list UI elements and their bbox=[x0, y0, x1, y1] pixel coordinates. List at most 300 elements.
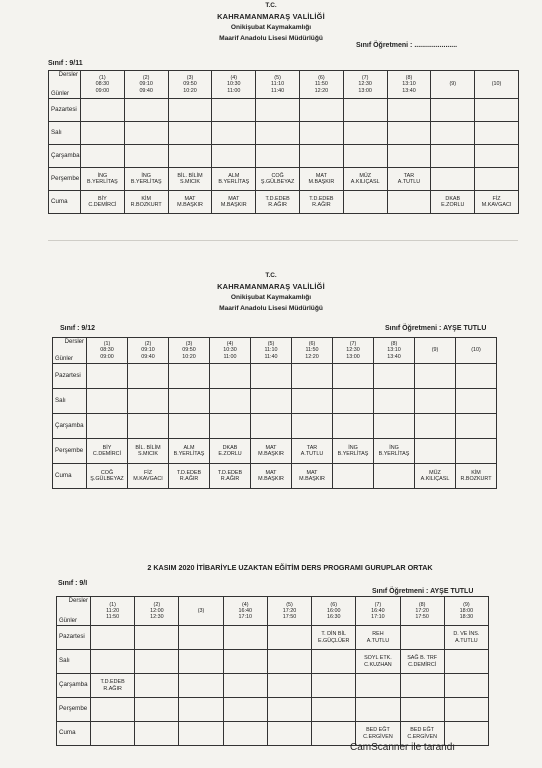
lesson-text: MÜZ A.KILIÇASL bbox=[420, 469, 450, 482]
lesson-text: MAT M.BAŞKIR bbox=[177, 195, 203, 208]
slot-number: (9) bbox=[449, 81, 457, 88]
day-name: Salı bbox=[49, 122, 81, 145]
dersler-label: Dersler bbox=[64, 339, 84, 345]
slot-time: 12:30 13:00 bbox=[358, 81, 372, 94]
slot-number: (3) bbox=[186, 75, 194, 82]
lesson-cell bbox=[387, 168, 431, 191]
lesson-cell bbox=[475, 191, 519, 214]
lesson-cell bbox=[356, 626, 400, 650]
lesson-cell bbox=[124, 145, 168, 168]
day-name: Perşembe bbox=[49, 168, 81, 191]
lesson-text: REH A.TUTLU bbox=[366, 631, 390, 644]
lesson-cell bbox=[135, 626, 179, 650]
lesson-cell bbox=[91, 626, 135, 650]
timetable-9-11 bbox=[48, 70, 519, 214]
dersler-label: Dersler bbox=[58, 72, 78, 78]
day-name: Salı bbox=[57, 650, 91, 674]
lesson-text: D. VE İNS. A.TUTLU bbox=[453, 631, 480, 644]
lesson-cell bbox=[387, 122, 431, 145]
lesson-text: T. DİN BİL E.GÜÇLÜER bbox=[317, 631, 350, 644]
lesson-cell bbox=[312, 698, 356, 722]
header-row bbox=[53, 338, 497, 364]
slot-number: (8) bbox=[390, 341, 398, 348]
lesson-text: KİM R.BOZKURT bbox=[130, 195, 162, 208]
lesson-cell bbox=[475, 168, 519, 191]
lesson-cell bbox=[223, 626, 267, 650]
slot-header bbox=[333, 338, 374, 364]
gunler-label: Günler bbox=[59, 617, 78, 624]
lesson-cell bbox=[374, 414, 415, 439]
slot-time: 10:30 11:00 bbox=[227, 81, 241, 94]
lesson-cell bbox=[91, 650, 135, 674]
lesson-cell bbox=[292, 439, 333, 464]
slot-number: (6) bbox=[308, 341, 316, 348]
header-okul: Maarif Anadolu Lisesi Müdürlüğü bbox=[219, 305, 323, 312]
lesson-cell bbox=[267, 626, 311, 650]
lesson-cell bbox=[81, 168, 125, 191]
lesson-cell bbox=[299, 99, 343, 122]
slot-number: (10) bbox=[491, 81, 502, 88]
lesson-text: MAT M.BAŞKIR bbox=[299, 469, 325, 482]
lesson-cell bbox=[169, 464, 210, 489]
class-teacher-label: Sınıf Öğretmeni : ...................... bbox=[356, 42, 458, 49]
slot-number: (4) bbox=[226, 341, 234, 348]
lesson-cell bbox=[212, 122, 256, 145]
slot-number: (3) bbox=[197, 607, 205, 614]
lesson-text: MAT M.BAŞKIR bbox=[258, 469, 284, 482]
lesson-text: MÜZ A.KILIÇASL bbox=[350, 172, 380, 185]
lesson-cell bbox=[179, 650, 223, 674]
lesson-cell bbox=[87, 439, 128, 464]
slot-time: 12:00 12:30 bbox=[150, 607, 164, 621]
lesson-cell bbox=[169, 364, 210, 389]
lesson-cell bbox=[299, 191, 343, 214]
lesson-cell bbox=[374, 464, 415, 489]
slot-header bbox=[251, 338, 292, 364]
lesson-cell bbox=[475, 99, 519, 122]
lesson-cell bbox=[87, 389, 128, 414]
lesson-text: COĞ Ş.GÜLBEYAZ bbox=[260, 172, 295, 185]
slot-number: (10) bbox=[471, 347, 481, 354]
lesson-text: İNG B.YERLİTAŞ bbox=[378, 444, 410, 457]
slot-header bbox=[415, 338, 456, 364]
lesson-cell bbox=[91, 674, 135, 698]
lesson-cell bbox=[456, 364, 497, 389]
lesson-text: SOYL ETK. C.KUZHAN bbox=[364, 655, 392, 668]
lesson-text: KİM R.BOZKURT bbox=[460, 469, 492, 482]
day-row bbox=[49, 122, 519, 145]
lesson-cell bbox=[128, 439, 169, 464]
lesson-cell bbox=[212, 145, 256, 168]
lesson-cell bbox=[444, 626, 488, 650]
day-row bbox=[53, 414, 497, 439]
slot-header bbox=[91, 597, 135, 626]
header-okul: Maarif Anadolu Lisesi Müdürlüğü bbox=[219, 35, 323, 42]
slot-number: (4) bbox=[241, 601, 249, 608]
slot-number: (9) bbox=[463, 601, 470, 608]
slot-header bbox=[179, 597, 223, 626]
gunler-label: Günler bbox=[51, 90, 70, 97]
day-name: Cuma bbox=[49, 191, 81, 214]
lesson-cell bbox=[456, 464, 497, 489]
lesson-text: BED EĞT C.ERGİVEN bbox=[363, 727, 393, 740]
slot-number: (6) bbox=[330, 601, 337, 608]
lesson-text: FİZ M.KAVGACI bbox=[481, 195, 512, 208]
lesson-cell bbox=[179, 698, 223, 722]
lesson-text: İNG B.YERLİTAŞ bbox=[337, 444, 369, 457]
slot-header bbox=[475, 71, 519, 99]
slot-header bbox=[292, 338, 333, 364]
lesson-cell bbox=[343, 122, 387, 145]
slot-number: (7) bbox=[374, 601, 382, 608]
slot-number: (1) bbox=[99, 75, 106, 82]
lesson-cell bbox=[299, 145, 343, 168]
lesson-text: İNG B.YERLİTAŞ bbox=[87, 172, 118, 185]
header-tc: T.C. bbox=[265, 272, 277, 279]
timetable-9-12 bbox=[52, 337, 497, 489]
slot-number: (1) bbox=[109, 601, 116, 608]
lesson-cell bbox=[251, 414, 292, 439]
day-name: Pazartesi bbox=[57, 626, 91, 650]
lesson-cell bbox=[387, 99, 431, 122]
lesson-cell bbox=[333, 464, 374, 489]
lesson-cell bbox=[267, 722, 311, 746]
slot-time: 11:10 11:40 bbox=[271, 81, 285, 94]
header-tc: T.C. bbox=[265, 2, 277, 9]
slot-number: (2) bbox=[144, 341, 152, 348]
slot-header bbox=[124, 71, 168, 99]
lesson-cell bbox=[169, 414, 210, 439]
lesson-cell bbox=[475, 122, 519, 145]
lesson-cell bbox=[135, 650, 179, 674]
class-label: Sınıf : 9/12 bbox=[60, 325, 96, 332]
header-kaymakamlik: Onikişubat Kaymakamlığı bbox=[230, 294, 312, 301]
scanner-footer: CamScanner ile tarandı bbox=[350, 742, 456, 753]
slot-time: 13:10 13:40 bbox=[387, 347, 401, 360]
lesson-cell bbox=[179, 722, 223, 746]
lesson-cell bbox=[168, 145, 212, 168]
lesson-cell bbox=[415, 389, 456, 414]
lesson-text: BİL. BİLİM S.MICIK bbox=[177, 172, 203, 185]
slot-number: (7) bbox=[361, 75, 369, 82]
slot-header bbox=[223, 597, 267, 626]
slot-time: 08:30 09:00 bbox=[100, 347, 114, 360]
lesson-text: BİY C.DEMİRCİ bbox=[88, 195, 117, 208]
slot-header bbox=[87, 338, 128, 364]
day-name: Perşembe bbox=[53, 439, 87, 464]
lesson-text: TAR A.TUTLU bbox=[300, 444, 324, 457]
lesson-cell bbox=[374, 364, 415, 389]
timetable-9-i bbox=[56, 596, 489, 746]
lesson-cell bbox=[299, 122, 343, 145]
lesson-cell bbox=[431, 168, 475, 191]
slot-time: 08:30 09:00 bbox=[95, 81, 110, 94]
slot-header bbox=[356, 597, 400, 626]
slot-header bbox=[169, 338, 210, 364]
lesson-cell bbox=[256, 99, 300, 122]
slot-header bbox=[210, 338, 251, 364]
lesson-cell bbox=[87, 364, 128, 389]
slot-header bbox=[431, 71, 475, 99]
lesson-cell bbox=[333, 439, 374, 464]
lesson-cell bbox=[135, 674, 179, 698]
slot-header bbox=[444, 597, 488, 626]
lesson-cell bbox=[81, 99, 125, 122]
lesson-cell bbox=[312, 626, 356, 650]
lesson-cell bbox=[168, 191, 212, 214]
lesson-cell bbox=[210, 389, 251, 414]
slot-number: (7) bbox=[349, 341, 357, 348]
lesson-text: MAT M.BAŞKIR bbox=[308, 172, 335, 185]
slot-time: 09:10 09:40 bbox=[139, 81, 153, 94]
day-name: Çarşamba bbox=[49, 145, 81, 168]
lesson-cell bbox=[292, 364, 333, 389]
lesson-cell bbox=[267, 698, 311, 722]
lesson-cell bbox=[387, 191, 431, 214]
dersler-label: Dersler bbox=[68, 598, 88, 604]
lesson-cell bbox=[124, 99, 168, 122]
slot-header bbox=[299, 71, 343, 99]
lesson-cell bbox=[456, 439, 497, 464]
header-kaymakamlik: Onikişubat Kaymakamlığı bbox=[230, 24, 312, 31]
lesson-cell bbox=[251, 439, 292, 464]
lesson-cell bbox=[312, 650, 356, 674]
lesson-cell bbox=[400, 698, 444, 722]
lesson-text: BİL. BİLİM S.MICIK bbox=[135, 444, 161, 457]
slot-time: 13:10 13:40 bbox=[402, 81, 416, 94]
day-row bbox=[49, 145, 519, 168]
lesson-text: MAT M.BAŞKIR bbox=[220, 195, 247, 208]
slot-number: (5) bbox=[286, 601, 293, 608]
lesson-cell bbox=[431, 191, 475, 214]
day-row bbox=[57, 626, 489, 650]
lesson-cell bbox=[267, 674, 311, 698]
lesson-cell bbox=[251, 389, 292, 414]
lesson-cell bbox=[444, 650, 488, 674]
lesson-cell bbox=[444, 698, 488, 722]
lesson-text: SAĞ B. TRF C.DEMİRCİ bbox=[407, 655, 438, 668]
lesson-cell bbox=[431, 145, 475, 168]
slot-time: 10:30 11:00 bbox=[223, 347, 237, 360]
lesson-cell bbox=[210, 464, 251, 489]
lesson-text: T.D.EDEB R.AĞIR bbox=[217, 469, 243, 482]
lesson-text: BED EĞT C.ERGİVEN bbox=[407, 727, 437, 740]
lesson-cell bbox=[343, 168, 387, 191]
lesson-cell bbox=[333, 364, 374, 389]
day-row bbox=[49, 168, 519, 191]
class-teacher-label: Sınıf Öğretmeni : AYŞE TUTLU bbox=[385, 325, 487, 332]
lesson-cell bbox=[267, 650, 311, 674]
lesson-cell bbox=[356, 698, 400, 722]
lesson-cell bbox=[128, 464, 169, 489]
day-row bbox=[57, 698, 489, 722]
day-name: Pazartesi bbox=[49, 99, 81, 122]
lesson-cell bbox=[256, 168, 300, 191]
lesson-cell bbox=[415, 464, 456, 489]
lesson-cell bbox=[168, 99, 212, 122]
lesson-cell bbox=[444, 674, 488, 698]
slot-time: 09:50 10:20 bbox=[182, 347, 196, 360]
lesson-cell bbox=[475, 145, 519, 168]
lesson-cell bbox=[128, 414, 169, 439]
slot-header bbox=[387, 71, 431, 99]
day-name: Salı bbox=[53, 389, 87, 414]
lesson-cell bbox=[212, 191, 256, 214]
slot-header bbox=[81, 71, 125, 99]
day-row bbox=[53, 464, 497, 489]
distance-program-title: 2 KASIM 2020 İTİBARİYLE UZAKTAN EĞİTİM DERS PROGRAMI GURUPLAR ORTAK bbox=[147, 563, 433, 572]
page-fold bbox=[48, 240, 518, 241]
lesson-cell bbox=[87, 414, 128, 439]
school-header-1 bbox=[0, 0, 542, 44]
slot-time: 09:10 09:40 bbox=[141, 347, 155, 360]
lesson-text: ALM B.YERLİTAŞ bbox=[173, 444, 205, 457]
lesson-cell bbox=[91, 698, 135, 722]
slot-time: 09:50 10:20 bbox=[183, 81, 197, 94]
slot-time: 16:40 17:10 bbox=[238, 607, 253, 621]
slot-number: (4) bbox=[230, 75, 238, 82]
lesson-cell bbox=[124, 122, 168, 145]
lesson-cell bbox=[135, 698, 179, 722]
slot-time: 18:00 18:30 bbox=[459, 607, 474, 621]
slot-header bbox=[135, 597, 179, 626]
slot-time: 11:10 11:40 bbox=[264, 347, 278, 360]
day-name: Çarşamba bbox=[53, 414, 87, 439]
class-teacher-label: Sınıf Öğretmeni : AYŞE TUTLU bbox=[372, 588, 474, 595]
lesson-cell bbox=[333, 389, 374, 414]
header-row bbox=[57, 597, 489, 626]
slot-number: (3) bbox=[185, 341, 193, 348]
corner-cell bbox=[53, 338, 87, 364]
lesson-cell bbox=[299, 168, 343, 191]
lesson-cell bbox=[81, 122, 125, 145]
lesson-cell bbox=[456, 414, 497, 439]
lesson-text: MAT M.BAŞKIR bbox=[258, 444, 284, 457]
lesson-text: T.D.EDEB R.AĞIR bbox=[100, 679, 125, 692]
day-name: Çarşamba bbox=[57, 674, 91, 698]
lesson-cell bbox=[456, 389, 497, 414]
lesson-cell bbox=[431, 99, 475, 122]
slot-header bbox=[456, 338, 497, 364]
school-header-2 bbox=[0, 270, 542, 314]
slot-number: (2) bbox=[142, 75, 150, 82]
lesson-text: DKAB E.ZORLU bbox=[441, 195, 465, 208]
lesson-cell bbox=[415, 414, 456, 439]
lesson-cell bbox=[415, 439, 456, 464]
day-row bbox=[53, 439, 497, 464]
lesson-cell bbox=[124, 191, 168, 214]
lesson-cell bbox=[212, 99, 256, 122]
lesson-cell bbox=[223, 650, 267, 674]
slot-number: (8) bbox=[418, 601, 426, 608]
day-name: Perşembe bbox=[57, 698, 91, 722]
slot-header bbox=[128, 338, 169, 364]
lesson-cell bbox=[210, 414, 251, 439]
class-label: Sınıf : 9/11 bbox=[48, 60, 83, 67]
lesson-cell bbox=[256, 145, 300, 168]
day-name: Pazartesi bbox=[53, 364, 87, 389]
slot-header bbox=[256, 71, 300, 99]
lesson-cell bbox=[210, 439, 251, 464]
slot-number: (1) bbox=[103, 341, 111, 348]
lesson-text: T.D.EDEB R.AĞIR bbox=[309, 195, 334, 208]
lesson-cell bbox=[251, 464, 292, 489]
lesson-cell bbox=[400, 626, 444, 650]
slot-header bbox=[168, 71, 212, 99]
slot-time: 16:00 16:30 bbox=[326, 607, 341, 621]
lesson-text: T.D.EDEB R.AĞIR bbox=[176, 469, 202, 482]
day-row bbox=[49, 99, 519, 122]
corner-cell bbox=[57, 597, 91, 626]
lesson-cell bbox=[169, 389, 210, 414]
lesson-cell bbox=[333, 414, 374, 439]
lesson-cell bbox=[179, 626, 223, 650]
lesson-cell bbox=[81, 145, 125, 168]
lesson-cell bbox=[415, 364, 456, 389]
lesson-cell bbox=[124, 168, 168, 191]
slot-time: 16:40 17:10 bbox=[371, 607, 385, 621]
lesson-cell bbox=[256, 122, 300, 145]
slot-time: 11:50 12:20 bbox=[305, 347, 319, 360]
header-valilik: KAHRAMANMARAŞ VALİLİĞİ bbox=[217, 12, 325, 21]
slot-header bbox=[374, 338, 415, 364]
day-name: Cuma bbox=[53, 464, 87, 489]
lesson-cell bbox=[223, 674, 267, 698]
lesson-cell bbox=[251, 364, 292, 389]
slot-time: 17:20 17:50 bbox=[282, 607, 297, 621]
slot-number: (9) bbox=[431, 347, 439, 354]
lesson-cell bbox=[374, 389, 415, 414]
lesson-cell bbox=[431, 122, 475, 145]
lesson-cell bbox=[292, 389, 333, 414]
slot-header bbox=[400, 597, 444, 626]
lesson-cell bbox=[168, 168, 212, 191]
slot-time: 11:50 12:20 bbox=[314, 81, 329, 94]
lesson-cell bbox=[292, 414, 333, 439]
day-row bbox=[53, 364, 497, 389]
slot-time: 12:30 13:00 bbox=[346, 347, 360, 360]
lesson-cell bbox=[210, 364, 251, 389]
lesson-text: DKAB E.ZORLU bbox=[218, 444, 242, 457]
day-row bbox=[49, 191, 519, 214]
day-row bbox=[57, 650, 489, 674]
slot-header bbox=[343, 71, 387, 99]
lesson-text: COĞ Ş.GÜLBEYAZ bbox=[90, 469, 124, 482]
slot-header bbox=[212, 71, 256, 99]
lesson-text: FİZ M.KAVGACI bbox=[133, 469, 163, 482]
lesson-text: İNG B.YERLİTAŞ bbox=[130, 172, 162, 185]
lesson-text: BİY C.DEMİRCİ bbox=[92, 444, 122, 457]
lesson-cell bbox=[356, 674, 400, 698]
lesson-cell bbox=[400, 674, 444, 698]
lesson-cell bbox=[292, 464, 333, 489]
lesson-cell bbox=[343, 99, 387, 122]
slot-number: (8) bbox=[405, 75, 413, 82]
lesson-cell bbox=[128, 389, 169, 414]
lesson-cell bbox=[81, 191, 125, 214]
slot-header bbox=[312, 597, 356, 626]
lesson-cell bbox=[128, 364, 169, 389]
lesson-text: TAR A.TUTLU bbox=[397, 172, 421, 185]
lesson-text: T.D.EDEB R.AĞIR bbox=[265, 195, 290, 208]
lesson-cell bbox=[343, 145, 387, 168]
slot-number: (6) bbox=[318, 75, 325, 82]
slot-header bbox=[267, 597, 311, 626]
lesson-cell bbox=[356, 650, 400, 674]
slot-time: 11:20 11:50 bbox=[106, 607, 120, 621]
lesson-cell bbox=[256, 191, 300, 214]
lesson-cell bbox=[223, 722, 267, 746]
